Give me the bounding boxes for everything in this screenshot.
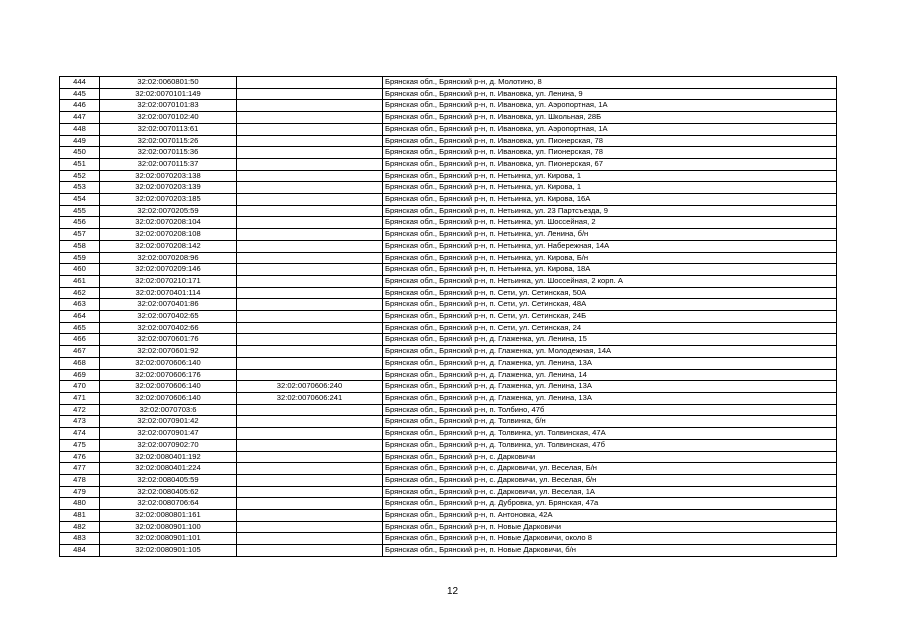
related-cadastral-number-cell <box>237 346 383 358</box>
cadastral-number-cell: 32:02:0070606:140 <box>100 357 237 369</box>
address-cell: Брянская обл., Брянский р-н, п. Сети, ул. Сетинская, 24 <box>383 322 837 334</box>
related-cadastral-number-cell <box>237 428 383 440</box>
row-number-cell: 456 <box>60 217 100 229</box>
table-row <box>60 77 837 89</box>
address-cell: Брянская обл., Брянский р-н, д. Глаженка, ул. Ленина, 14 <box>383 369 837 381</box>
related-cadastral-number-cell <box>237 275 383 287</box>
address-cell: Брянская обл., Брянский р-н, п. Нетьинка, ул. Набережная, 14А <box>383 240 837 252</box>
row-number-cell: 482 <box>60 521 100 533</box>
row-number-cell: 462 <box>60 287 100 299</box>
row-number-cell: 467 <box>60 346 100 358</box>
table-row <box>60 88 837 100</box>
table-row <box>60 158 837 170</box>
related-cadastral-number-cell <box>237 486 383 498</box>
cadastral-number-cell: 32:02:0070601:76 <box>100 334 237 346</box>
row-number-cell: 446 <box>60 100 100 112</box>
address-cell: Брянская обл., Брянский р-н, п. Нетьинка, ул. Шоссейная, 2 корп. А <box>383 275 837 287</box>
row-number-cell: 466 <box>60 334 100 346</box>
row-number-cell: 465 <box>60 322 100 334</box>
address-cell: Брянская обл., Брянский р-н, п. Ивановка, ул. Пионерская, 78 <box>383 135 837 147</box>
table-row <box>60 521 837 533</box>
address-cell: Брянская обл., Брянский р-н, с. Дарковичи, ул. Веселая, б/н <box>383 474 837 486</box>
cadastral-number-cell: 32:02:0070902:70 <box>100 439 237 451</box>
address-cell: Брянская обл., Брянский р-н, д. Дубровка, ул. Брянская, 47а <box>383 498 837 510</box>
table-row <box>60 205 837 217</box>
cadastral-number-cell: 32:02:0080405:62 <box>100 486 237 498</box>
row-number-cell: 470 <box>60 381 100 393</box>
cadastral-number-cell: 32:02:0080901:101 <box>100 533 237 545</box>
table-row <box>60 369 837 381</box>
table-row <box>60 100 837 112</box>
related-cadastral-number-cell <box>237 510 383 522</box>
cadastral-number-cell: 32:02:0080901:100 <box>100 521 237 533</box>
table-row <box>60 170 837 182</box>
address-cell: Брянская обл., Брянский р-н, п. Сети, ул. Сетинская, 50А <box>383 287 837 299</box>
related-cadastral-number-cell <box>237 474 383 486</box>
address-cell: Брянская обл., Брянский р-н, п. Ивановка, ул. Пионерская, 78 <box>383 147 837 159</box>
table-row <box>60 451 837 463</box>
cadastral-number-cell: 32:02:0070401:114 <box>100 287 237 299</box>
address-cell: Брянская обл., Брянский р-н, п. Нетьинка, ул. Кирова, 1 <box>383 170 837 182</box>
table-body <box>60 77 837 557</box>
address-cell: Брянская обл., Брянский р-н, п. Нетьинка, ул. Кирова, 16А <box>383 194 837 206</box>
address-cell: Брянская обл., Брянский р-н, п. Ивановка, ул. Аэропортная, 1А <box>383 123 837 135</box>
row-number-cell: 451 <box>60 158 100 170</box>
related-cadastral-number-cell: 32:02:0070606:240 <box>237 381 383 393</box>
address-cell: Брянская обл., Брянский р-н, с. Дарковичи, ул. Веселая, 1А <box>383 486 837 498</box>
row-number-cell: 472 <box>60 404 100 416</box>
address-cell: Брянская обл., Брянский р-н, д. Толвинка, б/н <box>383 416 837 428</box>
address-cell: Брянская обл., Брянский р-н, д. Глаженка, ул. Ленина, 15 <box>383 334 837 346</box>
address-cell: Брянская обл., Брянский р-н, п. Антоновка, 42А <box>383 510 837 522</box>
table-row <box>60 474 837 486</box>
related-cadastral-number-cell <box>237 299 383 311</box>
cadastral-number-cell: 32:02:0070208:96 <box>100 252 237 264</box>
row-number-cell: 473 <box>60 416 100 428</box>
related-cadastral-number-cell <box>237 404 383 416</box>
cadastral-number-cell: 32:02:0070606:140 <box>100 392 237 404</box>
address-cell: Брянская обл., Брянский р-н, д. Молотино, 8 <box>383 77 837 89</box>
row-number-cell: 455 <box>60 205 100 217</box>
table-row <box>60 135 837 147</box>
cadastral-number-cell: 32:02:0070101:149 <box>100 88 237 100</box>
cadastral-number-cell: 32:02:0080401:224 <box>100 463 237 475</box>
table-row <box>60 392 837 404</box>
address-cell: Брянская обл., Брянский р-н, п. Ивановка, ул. Ленина, 9 <box>383 88 837 100</box>
related-cadastral-number-cell <box>237 77 383 89</box>
cadastral-number-cell: 32:02:0070203:138 <box>100 170 237 182</box>
table-row <box>60 147 837 159</box>
table-row <box>60 416 837 428</box>
cadastral-number-cell: 32:02:0070901:42 <box>100 416 237 428</box>
related-cadastral-number-cell <box>237 369 383 381</box>
address-cell: Брянская обл., Брянский р-н, п. Новые Дарковичи, около 8 <box>383 533 837 545</box>
row-number-cell: 479 <box>60 486 100 498</box>
row-number-cell: 461 <box>60 275 100 287</box>
cadastral-number-cell: 32:02:0070203:139 <box>100 182 237 194</box>
related-cadastral-number-cell <box>237 158 383 170</box>
table-row <box>60 334 837 346</box>
row-number-cell: 463 <box>60 299 100 311</box>
address-cell: Брянская обл., Брянский р-н, д. Глаженка, ул. Ленина, 13А <box>383 392 837 404</box>
table-row <box>60 498 837 510</box>
related-cadastral-number-cell <box>237 416 383 428</box>
row-number-cell: 477 <box>60 463 100 475</box>
related-cadastral-number-cell <box>237 334 383 346</box>
related-cadastral-number-cell <box>237 357 383 369</box>
related-cadastral-number-cell: 32:02:0070606:241 <box>237 392 383 404</box>
row-number-cell: 478 <box>60 474 100 486</box>
cadastral-number-cell: 32:02:0060801:50 <box>100 77 237 89</box>
related-cadastral-number-cell <box>237 439 383 451</box>
address-cell: Брянская обл., Брянский р-н, п. Толбино, 47б <box>383 404 837 416</box>
related-cadastral-number-cell <box>237 240 383 252</box>
related-cadastral-number-cell <box>237 287 383 299</box>
related-cadastral-number-cell <box>237 533 383 545</box>
table-row <box>60 486 837 498</box>
related-cadastral-number-cell <box>237 147 383 159</box>
address-cell: Брянская обл., Брянский р-н, с. Дарковичи, ул. Веселая, Б/н <box>383 463 837 475</box>
related-cadastral-number-cell <box>237 521 383 533</box>
address-cell: Брянская обл., Брянский р-н, д. Толвинка, ул. Толвинская, 47б <box>383 439 837 451</box>
row-number-cell: 448 <box>60 123 100 135</box>
table-row <box>60 299 837 311</box>
table-row <box>60 439 837 451</box>
table-row <box>60 112 837 124</box>
table-row <box>60 264 837 276</box>
row-number-cell: 471 <box>60 392 100 404</box>
row-number-cell: 460 <box>60 264 100 276</box>
address-cell: Брянская обл., Брянский р-н, д. Глаженка, ул. Ленина, 13А <box>383 381 837 393</box>
table-row <box>60 463 837 475</box>
address-cell: Брянская обл., Брянский р-н, п. Нетьинка, ул. Кирова, Б/н <box>383 252 837 264</box>
related-cadastral-number-cell <box>237 112 383 124</box>
table-row <box>60 357 837 369</box>
cadastral-number-cell: 32:02:0070113:61 <box>100 123 237 135</box>
related-cadastral-number-cell <box>237 100 383 112</box>
table-row <box>60 217 837 229</box>
table-row <box>60 123 837 135</box>
related-cadastral-number-cell <box>237 498 383 510</box>
cadastral-number-cell: 32:02:0070402:66 <box>100 322 237 334</box>
cadastral-number-cell: 32:02:0070208:104 <box>100 217 237 229</box>
related-cadastral-number-cell <box>237 135 383 147</box>
cadastral-number-cell: 32:02:0070402:65 <box>100 311 237 323</box>
related-cadastral-number-cell <box>237 463 383 475</box>
cadastral-number-cell: 32:02:0070606:140 <box>100 381 237 393</box>
related-cadastral-number-cell <box>237 545 383 557</box>
table-row <box>60 381 837 393</box>
row-number-cell: 454 <box>60 194 100 206</box>
address-cell: Брянская обл., Брянский р-н, п. Ивановка, ул. Аэропортная, 1А <box>383 100 837 112</box>
row-number-cell: 476 <box>60 451 100 463</box>
address-cell: Брянская обл., Брянский р-н, п. Нетьинка, ул. 23 Партсъезда, 9 <box>383 205 837 217</box>
table-row <box>60 428 837 440</box>
table-row <box>60 510 837 522</box>
table-row <box>60 194 837 206</box>
address-cell: Брянская обл., Брянский р-н, д. Глаженка, ул. Ленина, 13А <box>383 357 837 369</box>
related-cadastral-number-cell <box>237 322 383 334</box>
cadastral-number-cell: 32:02:0070901:47 <box>100 428 237 440</box>
address-cell: Брянская обл., Брянский р-н, д. Глаженка, ул. Молодежная, 14А <box>383 346 837 358</box>
address-cell: Брянская обл., Брянский р-н, с. Дарковичи <box>383 451 837 463</box>
table-row <box>60 287 837 299</box>
related-cadastral-number-cell <box>237 451 383 463</box>
address-cell: Брянская обл., Брянский р-н, п. Нетьинка, ул. Ленина, б/н <box>383 229 837 241</box>
related-cadastral-number-cell <box>237 205 383 217</box>
row-number-cell: 464 <box>60 311 100 323</box>
row-number-cell: 459 <box>60 252 100 264</box>
cadastral-number-cell: 32:02:0080401:192 <box>100 451 237 463</box>
table-row <box>60 275 837 287</box>
related-cadastral-number-cell <box>237 264 383 276</box>
row-number-cell: 468 <box>60 357 100 369</box>
row-number-cell: 480 <box>60 498 100 510</box>
row-number-cell: 475 <box>60 439 100 451</box>
table-row <box>60 229 837 241</box>
row-number-cell: 452 <box>60 170 100 182</box>
row-number-cell: 474 <box>60 428 100 440</box>
row-number-cell: 458 <box>60 240 100 252</box>
table-row <box>60 252 837 264</box>
cadastral-number-cell: 32:02:0080901:105 <box>100 545 237 557</box>
cadastral-number-cell: 32:02:0070101:83 <box>100 100 237 112</box>
address-cell: Брянская обл., Брянский р-н, п. Новые Дарковичи, б/н <box>383 545 837 557</box>
related-cadastral-number-cell <box>237 123 383 135</box>
address-cell: Брянская обл., Брянский р-н, п. Ивановка, ул. Пионерская, 67 <box>383 158 837 170</box>
row-number-cell: 483 <box>60 533 100 545</box>
cadastral-number-cell: 32:02:0070115:26 <box>100 135 237 147</box>
address-cell: Брянская обл., Брянский р-н, п. Новые Дарковичи <box>383 521 837 533</box>
table-row <box>60 533 837 545</box>
row-number-cell: 445 <box>60 88 100 100</box>
cadastral-number-cell: 32:02:0070210:171 <box>100 275 237 287</box>
address-cell: Брянская обл., Брянский р-н, п. Сети, ул. Сетинская, 24Б <box>383 311 837 323</box>
address-cell: Брянская обл., Брянский р-н, п. Сети, ул. Сетинская, 48А <box>383 299 837 311</box>
row-number-cell: 457 <box>60 229 100 241</box>
cadastral-number-cell: 32:02:0070601:92 <box>100 346 237 358</box>
table-row <box>60 322 837 334</box>
related-cadastral-number-cell <box>237 217 383 229</box>
table-row <box>60 346 837 358</box>
cadastral-number-cell: 32:02:0070606:176 <box>100 369 237 381</box>
cadastral-number-cell: 32:02:0070208:142 <box>100 240 237 252</box>
property-table <box>59 76 837 557</box>
address-cell: Брянская обл., Брянский р-н, п. Ивановка, ул. Школьная, 28Б <box>383 112 837 124</box>
row-number-cell: 453 <box>60 182 100 194</box>
table-row <box>60 182 837 194</box>
cadastral-number-cell: 32:02:0070208:108 <box>100 229 237 241</box>
related-cadastral-number-cell <box>237 311 383 323</box>
row-number-cell: 469 <box>60 369 100 381</box>
related-cadastral-number-cell <box>237 88 383 100</box>
cadastral-number-cell: 32:02:0080801:161 <box>100 510 237 522</box>
address-cell: Брянская обл., Брянский р-н, п. Нетьинка, ул. Кирова, 1 <box>383 182 837 194</box>
table-row <box>60 311 837 323</box>
related-cadastral-number-cell <box>237 182 383 194</box>
related-cadastral-number-cell <box>237 229 383 241</box>
related-cadastral-number-cell <box>237 194 383 206</box>
table-row <box>60 404 837 416</box>
cadastral-number-cell: 32:02:0070401:86 <box>100 299 237 311</box>
address-cell: Брянская обл., Брянский р-н, д. Толвинка, ул. Толвинская, 47А <box>383 428 837 440</box>
table-row <box>60 545 837 557</box>
row-number-cell: 447 <box>60 112 100 124</box>
row-number-cell: 449 <box>60 135 100 147</box>
address-cell: Брянская обл., Брянский р-н, п. Нетьинка, ул. Кирова, 18А <box>383 264 837 276</box>
row-number-cell: 450 <box>60 147 100 159</box>
related-cadastral-number-cell <box>237 170 383 182</box>
cadastral-number-cell: 32:02:0070102:40 <box>100 112 237 124</box>
related-cadastral-number-cell <box>237 252 383 264</box>
cadastral-number-cell: 32:02:0080405:59 <box>100 474 237 486</box>
cadastral-number-cell: 32:02:0070209:146 <box>100 264 237 276</box>
row-number-cell: 444 <box>60 77 100 89</box>
cadastral-number-cell: 32:02:0070115:37 <box>100 158 237 170</box>
cadastral-number-cell: 32:02:0080706:64 <box>100 498 237 510</box>
page-number: 12 <box>446 586 459 597</box>
row-number-cell: 484 <box>60 545 100 557</box>
table-row <box>60 240 837 252</box>
address-cell: Брянская обл., Брянский р-н, п. Нетьинка, ул. Шоссейная, 2 <box>383 217 837 229</box>
cadastral-number-cell: 32:02:0070115:36 <box>100 147 237 159</box>
cadastral-number-cell: 32:02:0070205:59 <box>100 205 237 217</box>
cadastral-number-cell: 32:02:0070703:6 <box>100 404 237 416</box>
cadastral-number-cell: 32:02:0070203:185 <box>100 194 237 206</box>
row-number-cell: 481 <box>60 510 100 522</box>
